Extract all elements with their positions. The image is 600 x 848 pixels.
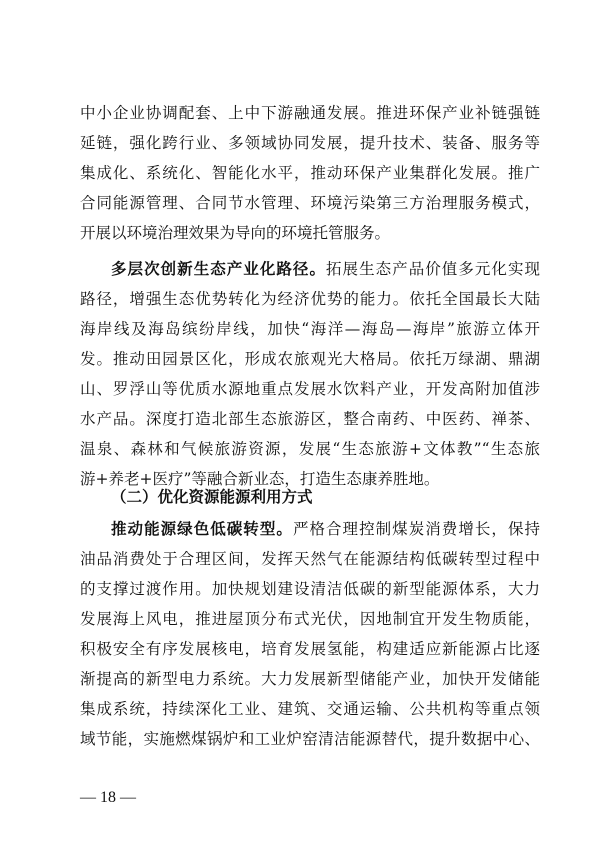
text-line: 集成系统，持续深化工业、建筑、交通运输、公共机构等重点领	[80, 700, 540, 718]
text-line: 油品消费处于合理区间，发挥天然气在能源结构低碳转型过程中	[80, 550, 540, 568]
text-line: 海岸线及海岛缤纷岸线，加快“海洋—海岛—海岸”旅游立体开	[80, 320, 540, 338]
text-line: 中小企业协调配套、上中下游融通发展。推进环保产业补链强链	[80, 104, 540, 122]
text-line: 的支撑过渡作用。加快规划建设清洁低碳的新型能源体系，大力	[80, 580, 540, 598]
text-line: 开展以环境治理效果为导向的环境托管服务。	[80, 224, 391, 242]
paragraph-ecological-industrialization	[80, 254, 540, 494]
paragraph-energy-transition	[80, 514, 540, 754]
text-line-first	[80, 254, 540, 284]
paragraph-lead-bold: 推动能源绿色低碳转型。	[111, 519, 293, 538]
text-line: 合同能源管理、合同节水管理、环境污染第三方治理服务模式，	[80, 194, 540, 212]
section-heading-text: （二）优化资源能源利用方式	[111, 487, 313, 506]
paragraph-environmental-industry	[80, 98, 540, 248]
text-line: 山、罗浮山等优质水源地重点发展水饮料产业，开发高附加值涉	[80, 380, 540, 398]
text-line: 积极安全有序发展核电，培育发展氢能，构建适应新能源占比逐	[80, 640, 540, 658]
text-line-first	[80, 514, 540, 544]
text-line: 域节能，实施燃煤锅炉和工业炉窑清洁能源替代，提升数据中心、	[80, 730, 540, 748]
text-line: 发。推动田园景区化，形成农旅观光大格局。依托万绿湖、鼎湖	[80, 350, 540, 368]
paragraph-lead-bold: 多层次创新生态产业化路径。	[111, 259, 327, 278]
section-heading	[80, 482, 540, 512]
text-fragment: 严格合理控制煤炭消费增长，保持	[292, 520, 540, 538]
page-number: — 18 —	[80, 789, 136, 806]
text-line: 集成化、系统化、智能化水平，推动环保产业集群化发展。推广	[80, 164, 540, 182]
text-line: 发展海上风电，推进屋顶分布式光伏，因地制宜开发生物质能，	[80, 610, 540, 628]
text-line: 渐提高的新型电力系统。大力发展新型储能产业，加快开发储能	[80, 670, 540, 688]
text-fragment: 拓展生态产品价值多元化实现	[326, 260, 540, 278]
text-line: 水产品。深度打造北部生态旅游区，整合南药、中医药、禅茶、	[80, 410, 540, 428]
text-line: 路径，增强生态优势转化为经济优势的能力。依托全国最长大陆	[80, 290, 540, 308]
text-line: 温泉、森林和气候旅游资源，发展“生态旅游+文体教”“生态旅	[80, 440, 540, 458]
text-line: 延链，强化跨行业、多领域协同发展，提升技术、装备、服务等	[80, 134, 540, 152]
text-line: 游+养老+医疗”等融合新业态，打造生态康养胜地。	[80, 470, 440, 488]
